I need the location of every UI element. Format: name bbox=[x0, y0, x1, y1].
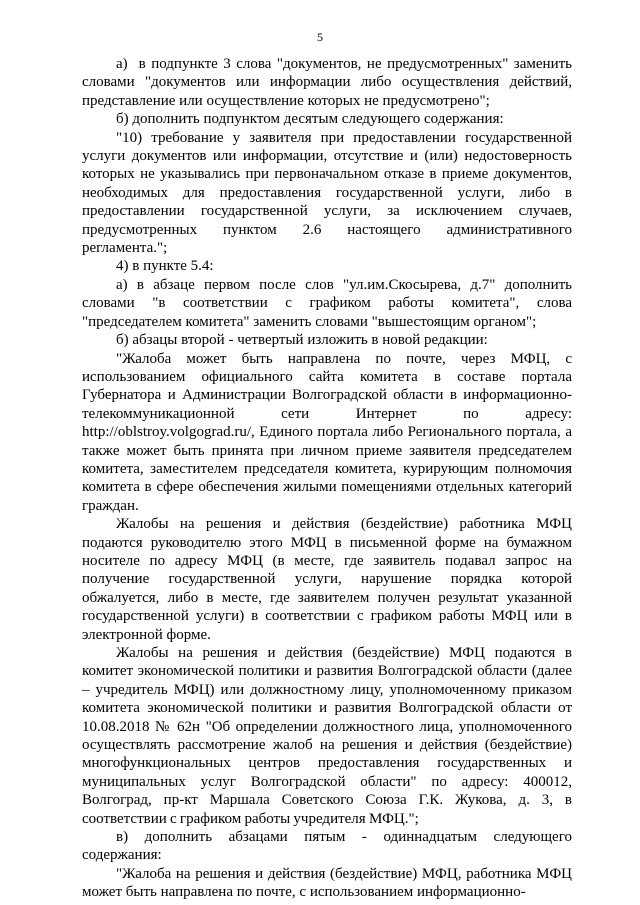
paragraph-complaint-new: "Жалоба на решения и действия (бездействие) МФЦ, работника МФЦ может быть направлена по почте, с использованием информационно- bbox=[82, 865, 572, 901]
paragraph-point-4: 4) в пункте 5.4: bbox=[116, 258, 214, 275]
paragraph-subpoint-a-3: а) в подпункте 3 слова "документов, не предусмотренных" заменить словами "документов или информации либо осуществления действий, представление или осуществление которых не предусмотрено"; bbox=[82, 56, 572, 109]
document-body bbox=[82, 55, 572, 902]
paragraph-complaint-mfc-worker: Жалобы на решения и действия (бездействие) работника МФЦ подаются руководителю этого МФЦ в письменной форме на бумажном носителе по адресу МФЦ (в месте, где заявитель подавал запрос на получение государственной услуги, нарушение порядка которой обжалуется, либо в месте, где заявителем получен результат указанной государственной услуги) в соответствии с графиком работы МФЦ или в электронной форме. bbox=[82, 516, 572, 643]
paragraph-subpoint-b-add: б) дополнить подпунктом десятым следующего содержания: bbox=[116, 111, 504, 128]
paragraph-point-4-a: а) в абзаце первом после слов "ул.им.Скосырева, д.7" дополнить словами "в соответствии с графиком работы комитета", слова "председателем комитета" заменить словами "вышестоящим органом"; bbox=[82, 276, 572, 330]
page-number: 5 bbox=[317, 30, 323, 44]
paragraph-point-4-c: в) дополнить абзацами пятым - одиннадцатым следующего содержания: bbox=[82, 829, 572, 864]
paragraph-point-4-b: б) абзацы второй - четвертый изложить в новой редакции: bbox=[116, 332, 488, 349]
paragraph-complaint-mfc: Жалобы на решения и действия (бездействие) МФЦ подаются в комитет экономической политики и развития Волгоградской области (далее – учредитель МФЦ) или должностному лицу, уполномоченному приказом комитета экономической политики и развития Волгоградской области от 10.08.2018 № 62н "Об определении должностного лица, уполномоченного осуществлять рассмотрение жалоб на решения и действия (бездействие) многофункциональных центров предоставления государственных и муниципальных услуг Волгоградской области" по адресу: 400012, Волгоград, пр-кт Маршала Советского Союза Г.К. Жукова, д. 3, в соответствии с графиком работы учредителя МФЦ."; bbox=[82, 645, 572, 827]
paragraph-complaint-methods: "Жалоба может быть направлена по почте, через МФЦ, с использованием официального сайта комитета в составе портала Губернатора и Администрации Волгоградской области в информационно-телекоммуникационной сети Интернет по адресу: http://oblstroy.volgograd.ru/, Единого портала либо Регионального портала, а также может быть принята при личном приеме заявителя председателем комитета, заместителем председателя комитета, курирующим полномочия комитета в сфере обеспечения жилыми помещениями отдельных категорий граждан. bbox=[82, 350, 572, 514]
paragraph-item-10: "10) требование у заявителя при предоставлении государственной услуги документов или информации, отсутствие и (или) недостоверность которых не указывались при первоначальном отказе в приеме документов, необходимых для предоставления государственной услуги, либо в предоставлении государственной услуги, за исключением случаев, предусмотренных пунктом 2.6 настоящего административного регламента."; bbox=[82, 129, 572, 257]
